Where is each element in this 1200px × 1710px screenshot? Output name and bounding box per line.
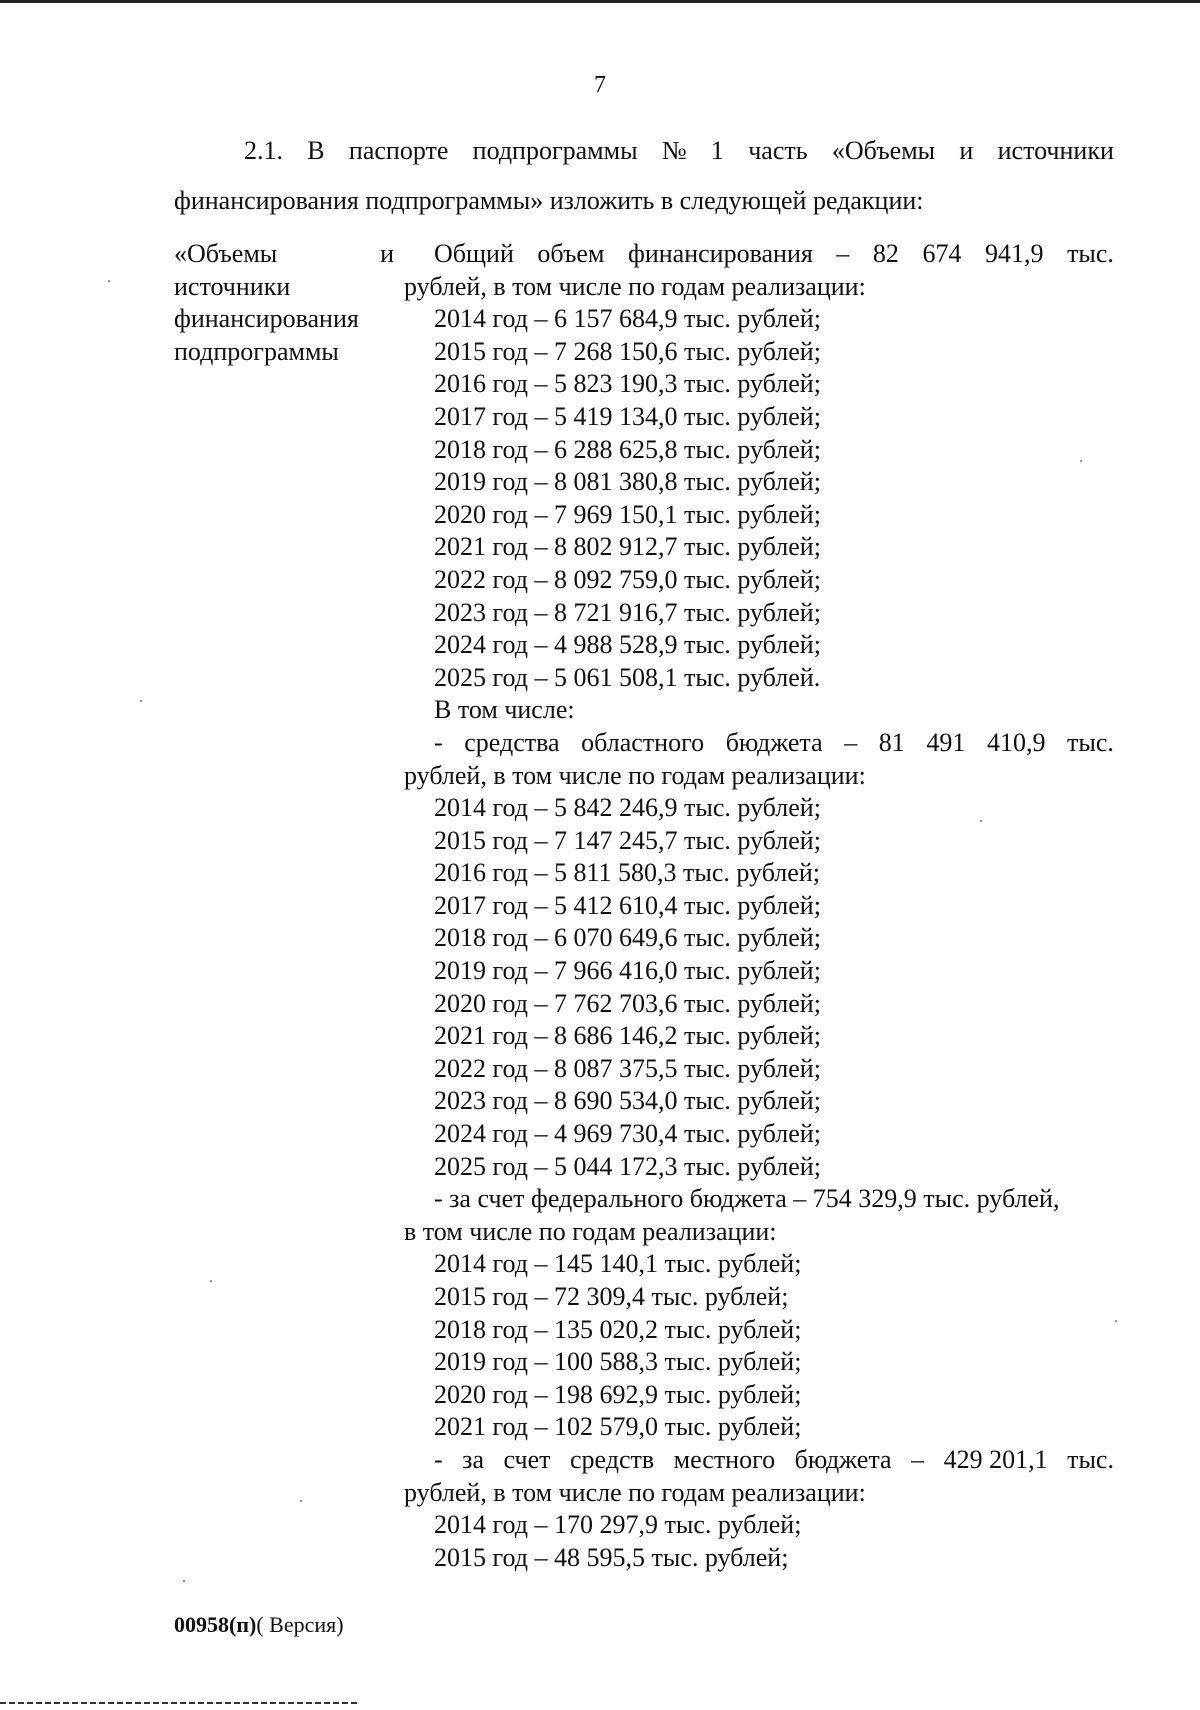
label-line: источники xyxy=(174,271,291,301)
text-word: - xyxy=(434,727,443,757)
year-line: 2019 год – 100 588,3 тыс. рублей; xyxy=(434,1347,802,1377)
label-line: подпрограммы xyxy=(174,336,339,366)
text-word: - xyxy=(434,1444,443,1474)
text-word: местного xyxy=(673,1444,776,1474)
text-word: объем xyxy=(537,239,605,268)
text-word: тыс. xyxy=(1067,239,1114,268)
scan-speck xyxy=(980,820,982,822)
intro-word: паспорте xyxy=(348,136,449,165)
label-line xyxy=(174,238,394,271)
year-line: 2024 год – 4 969 730,4 тыс. рублей; xyxy=(434,1119,821,1149)
year-line: 2015 год – 72 309,4 тыс. рублей; xyxy=(434,1282,789,1311)
document-version: ( Версия) xyxy=(256,1612,344,1637)
intro-word: часть xyxy=(748,136,808,165)
passport-value-cell xyxy=(404,238,1114,1574)
text-word: 81 xyxy=(878,727,905,757)
federal-line: - за счет федерального бюджета – 754 329,9 тыс. рублей, xyxy=(434,1184,1060,1214)
passport-label-cell xyxy=(174,238,394,368)
year-line: 2015 год – 48 595,5 тыс. рублей; xyxy=(434,1542,789,1572)
text-word: тыс. xyxy=(1067,727,1114,757)
scan-speck xyxy=(1115,1320,1117,1322)
label-word: «Объемы xyxy=(174,239,278,268)
text-word: 674 xyxy=(922,239,962,268)
year-line: 2020 год – 7 969 150,1 тыс. рублей; xyxy=(434,499,821,529)
scan-edge-bottom xyxy=(0,1702,360,1704)
intro-word: 1 xyxy=(710,136,724,165)
year-line: 2022 год – 8 092 759,0 тыс. рублей; xyxy=(434,564,821,594)
scan-speck xyxy=(108,280,110,282)
year-line: 2015 год – 7 147 245,7 тыс. рублей; xyxy=(434,825,821,855)
year-line: 2017 год – 5 419 134,0 тыс. рублей; xyxy=(434,401,821,431)
including-heading: В том числе: xyxy=(434,695,575,725)
year-line: 2023 год – 8 690 534,0 тыс. рублей; xyxy=(434,1086,821,1116)
intro-line-2: финансирования подпрограммы» изложить в следующей редакции: xyxy=(174,186,924,215)
year-line: 2025 год – 5 061 508,1 тыс. рублей. xyxy=(434,662,821,692)
year-line: 2016 год – 5 823 190,3 тыс. рублей; xyxy=(434,369,821,399)
total-line xyxy=(404,238,1114,271)
year-line: 2014 год – 145 140,1 тыс. рублей; xyxy=(434,1249,802,1279)
text-word: за xyxy=(462,1444,484,1474)
intro-word: 2.1. xyxy=(244,136,283,165)
federal-continuation: в том числе по годам реализации: xyxy=(404,1216,777,1246)
text-word: тыс. xyxy=(1067,1444,1114,1474)
page-number: 7 xyxy=(594,72,606,98)
text-word: Общий xyxy=(434,239,514,268)
intro-word: источники xyxy=(997,136,1114,165)
local-line xyxy=(404,1444,1114,1477)
text-word: – xyxy=(836,239,850,268)
document-footer xyxy=(174,1612,344,1638)
scan-edge-top xyxy=(0,0,1200,3)
text-word: – xyxy=(844,727,858,757)
regional-continuation: рублей, в том числе по годам реализации: xyxy=(404,760,866,790)
year-line: 2014 год – 170 297,9 тыс. рублей; xyxy=(434,1510,802,1540)
intro-word: № xyxy=(661,136,687,165)
text-word: 491 xyxy=(926,727,966,757)
intro-word: «Объемы xyxy=(831,136,936,165)
text-word: финансирования xyxy=(627,239,813,268)
text-word: 429 201,1 xyxy=(943,1444,1048,1474)
text-word: средства xyxy=(464,727,560,757)
year-line: 2014 год – 6 157 684,9 тыс. рублей; xyxy=(434,304,821,334)
document-code: 00958(п) xyxy=(174,1612,257,1637)
intro-word: В xyxy=(307,136,325,165)
year-line: 2017 год – 5 412 610,4 тыс. рублей; xyxy=(434,890,821,920)
year-line: 2018 год – 6 070 649,6 тыс. рублей; xyxy=(434,923,821,953)
text-word: бюджета xyxy=(794,1444,892,1474)
year-line: 2020 год – 198 692,9 тыс. рублей; xyxy=(434,1379,802,1409)
year-line: 2019 год – 8 081 380,8 тыс. рублей; xyxy=(434,467,821,497)
total-continuation: рублей, в том числе по годам реализации: xyxy=(404,271,866,301)
scan-speck xyxy=(210,1280,212,1282)
year-line: 2021 год – 102 579,0 тыс. рублей; xyxy=(434,1412,802,1442)
year-line: 2021 год – 8 686 146,2 тыс. рублей; xyxy=(434,1021,821,1051)
year-line: 2014 год – 5 842 246,9 тыс. рублей; xyxy=(434,793,821,823)
year-line: 2020 год – 7 762 703,6 тыс. рублей; xyxy=(434,988,821,1018)
intro-word: и xyxy=(959,136,974,165)
year-line: 2019 год – 7 966 416,0 тыс. рублей; xyxy=(434,956,821,986)
scan-speck xyxy=(140,700,142,702)
year-line: 2018 год – 135 020,2 тыс. рублей; xyxy=(434,1314,802,1344)
regional-line xyxy=(404,727,1114,760)
year-line: 2016 год – 5 811 580,3 тыс. рублей; xyxy=(434,858,820,888)
intro-word: подпрограммы xyxy=(472,136,638,165)
intro-line-1 xyxy=(174,126,1114,176)
year-line: 2015 год – 7 268 150,6 тыс. рублей; xyxy=(434,336,821,366)
label-line: финансирования xyxy=(174,304,359,334)
text-word: областного xyxy=(581,727,705,757)
text-word: бюджета xyxy=(725,727,823,757)
text-word: счет xyxy=(503,1444,551,1474)
scan-speck xyxy=(300,1500,302,1502)
text-word: средств xyxy=(569,1444,655,1474)
label-word: и xyxy=(380,239,394,268)
local-continuation: рублей, в том числе по годам реализации: xyxy=(404,1477,866,1507)
text-word: – xyxy=(911,1444,925,1474)
text-word: 941,9 xyxy=(985,239,1044,268)
year-line: 2018 год – 6 288 625,8 тыс. рублей; xyxy=(434,434,821,464)
year-line: 2024 год – 4 988 528,9 тыс. рублей; xyxy=(434,630,821,660)
text-word: 410,9 xyxy=(986,727,1046,757)
year-line: 2023 год – 8 721 916,7 тыс. рублей; xyxy=(434,597,821,627)
text-word: 82 xyxy=(872,239,899,268)
year-line: 2022 год – 8 087 375,5 тыс. рублей; xyxy=(434,1053,821,1083)
scan-speck xyxy=(183,1580,185,1582)
intro-paragraph xyxy=(174,126,1114,226)
year-line: 2025 год – 5 044 172,3 тыс. рублей; xyxy=(434,1151,821,1181)
scan-speck xyxy=(1080,460,1082,462)
year-line: 2021 год – 8 802 912,7 тыс. рублей; xyxy=(434,532,821,562)
